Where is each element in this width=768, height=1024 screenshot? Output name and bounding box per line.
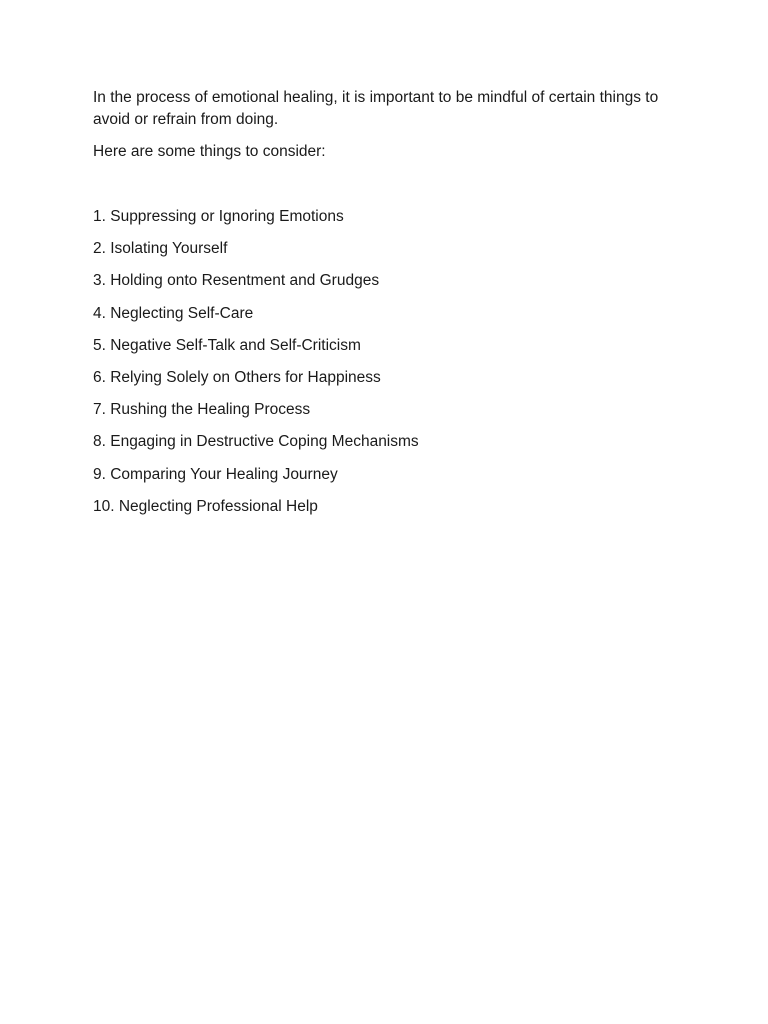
list-item: 6. Relying Solely on Others for Happiness xyxy=(93,368,381,386)
list-item: 3. Holding onto Resentment and Grudges xyxy=(93,272,380,290)
list-item: 2. Isolating Yourself xyxy=(93,240,228,258)
list-item: 1. Suppressing or Ignoring Emotions xyxy=(93,208,344,225)
lead-sentence: Here are some things to consider: xyxy=(93,143,326,160)
list-item: 10. Neglecting Professional Help xyxy=(93,497,318,515)
list-item: 9. Comparing Your Healing Journey xyxy=(93,465,338,483)
things-to-avoid-list xyxy=(93,206,663,518)
document-body xyxy=(93,87,663,528)
intro-paragraph: In the process of emotional healing, it is important to be mindful of certain things to avoid or refrain from doing. xyxy=(93,89,659,128)
list-item: 5. Negative Self-Talk and Self-Criticism xyxy=(93,336,361,354)
list-item: 4. Neglecting Self-Care xyxy=(93,304,254,322)
list-item: 8. Engaging in Destructive Coping Mechanisms xyxy=(93,433,419,451)
list-item: 7. Rushing the Healing Process xyxy=(93,401,311,419)
